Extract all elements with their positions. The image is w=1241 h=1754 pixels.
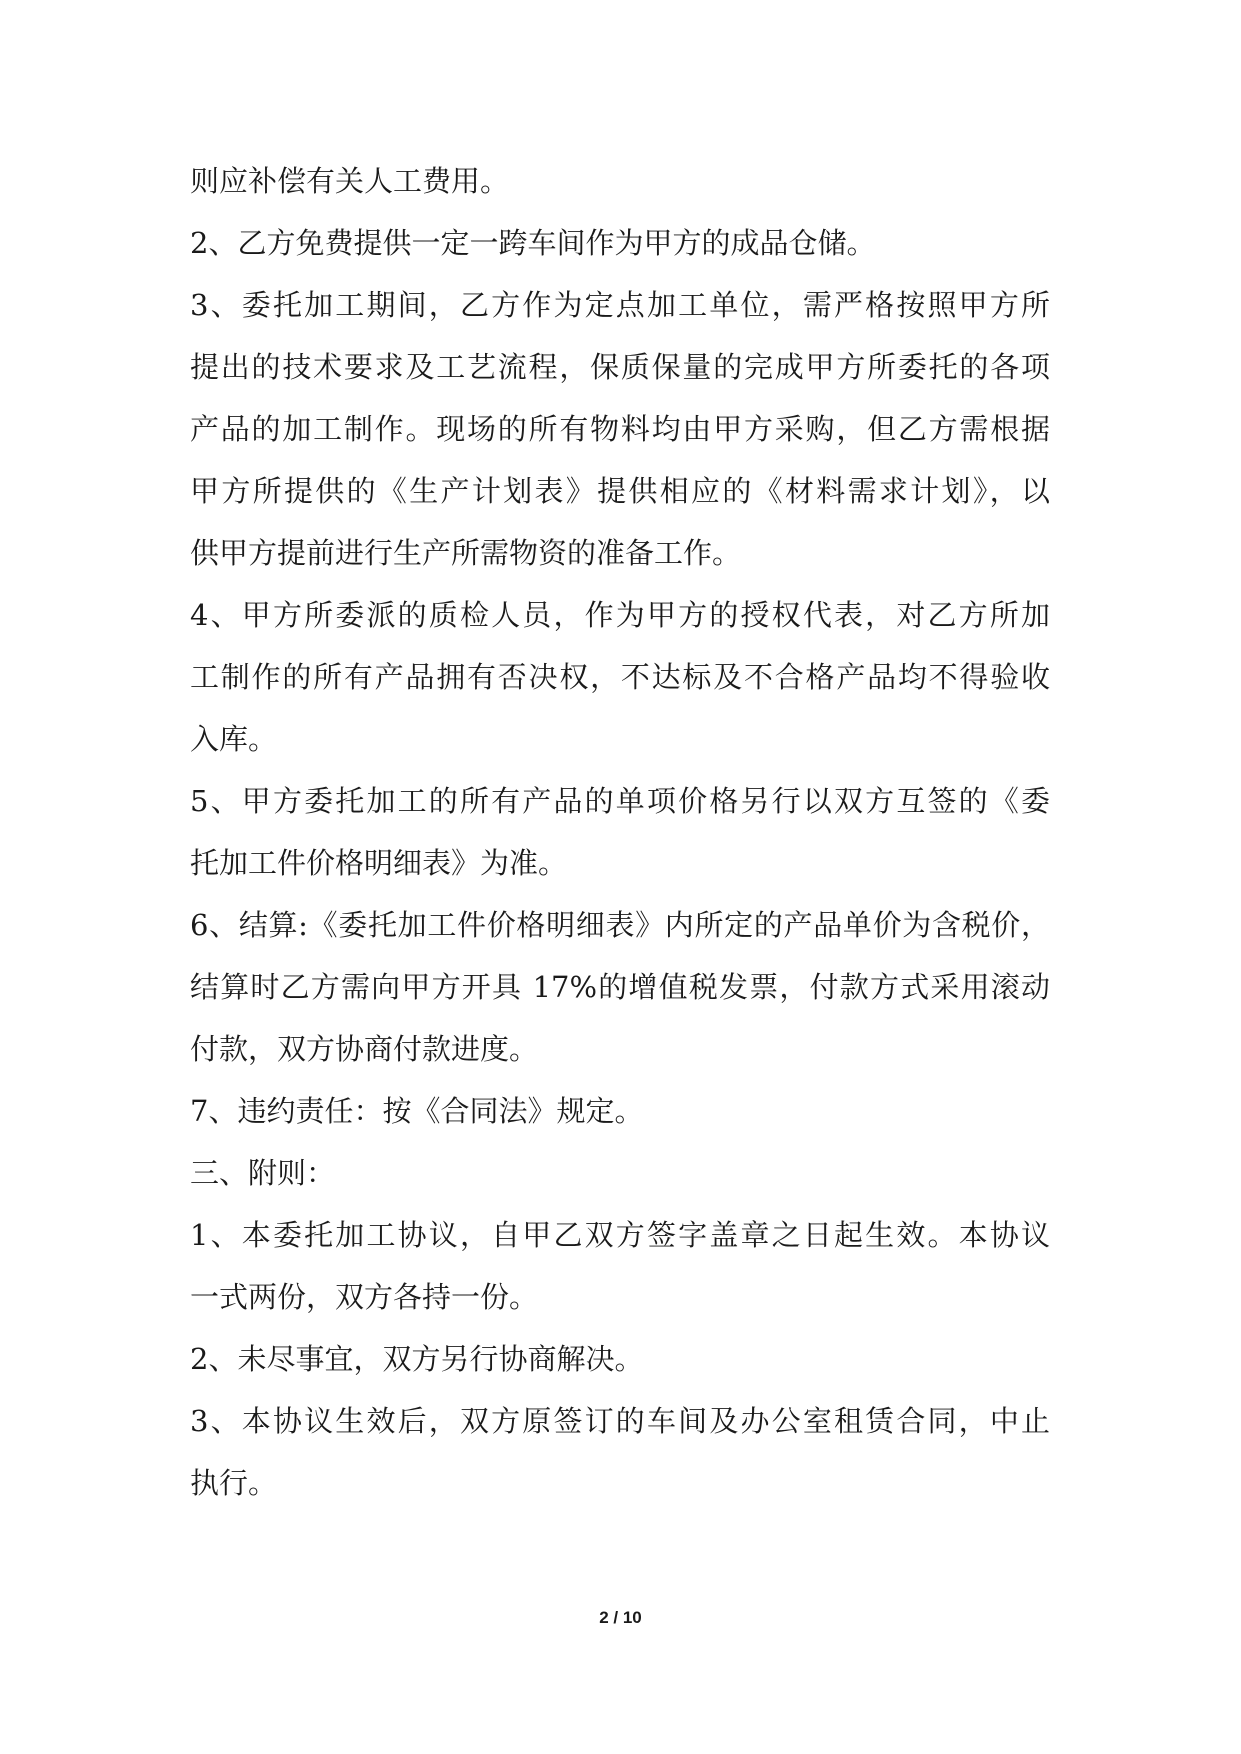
document-body (190, 150, 1050, 1514)
text-line: 1、本委托加工协议，自甲乙双方签字盖章之日起生效。本协议 (190, 1218, 1050, 1252)
text-line: 3、本协议生效后，双方原签订的车间及办公室租赁合同，中止 (190, 1404, 1050, 1438)
text-line: 付款，双方协商付款进度。 (190, 1032, 539, 1066)
text-line: 工制作的所有产品拥有否决权，不达标及不合格产品均不得验收 (190, 660, 1050, 694)
text-line: 5、甲方委托加工的所有产品的单项价格另行以双方互签的《委 (190, 784, 1050, 818)
text-line: 2、乙方免费提供一定一跨车间作为甲方的成品仓储。 (190, 226, 876, 260)
text-line: 提出的技术要求及工艺流程，保质保量的完成甲方所委托的各项 (190, 350, 1050, 384)
text-line: 则应补偿有关人工费用。 (190, 164, 510, 198)
text-line: 6、结算:《委托加工件价格明细表》内所定的产品单价为含税价， (190, 908, 1050, 942)
text-line: 托加工件价格明细表》为准。 (190, 846, 568, 880)
page-number: 2 / 10 (599, 1608, 642, 1627)
text-line: 结算时乙方需向甲方开具 17%的增值税发票，付款方式采用滚动 (190, 970, 1050, 1004)
text-line: 7、违约责任：按《合同法》规定。 (190, 1094, 644, 1128)
text-line: 2、未尽事宜，双方另行协商解决。 (190, 1342, 644, 1376)
text-line: 三、附则： (190, 1156, 336, 1190)
text-line: 供甲方提前进行生产所需物资的准备工作。 (190, 536, 742, 570)
text-line: 执行。 (190, 1466, 278, 1500)
text-line: 甲方所提供的《生产计划表》提供相应的《材料需求计划》，以 (190, 474, 1050, 508)
text-line: 入库。 (190, 722, 278, 756)
text-line: 一式两份，双方各持一份。 (190, 1280, 539, 1314)
text-line: 产品的加工制作。现场的所有物料均由甲方采购，但乙方需根据 (190, 412, 1050, 446)
text-line: 4、甲方所委派的质检人员，作为甲方的授权代表，对乙方所加 (190, 598, 1050, 632)
text-line: 3、委托加工期间，乙方作为定点加工单位，需严格按照甲方所 (190, 288, 1050, 322)
